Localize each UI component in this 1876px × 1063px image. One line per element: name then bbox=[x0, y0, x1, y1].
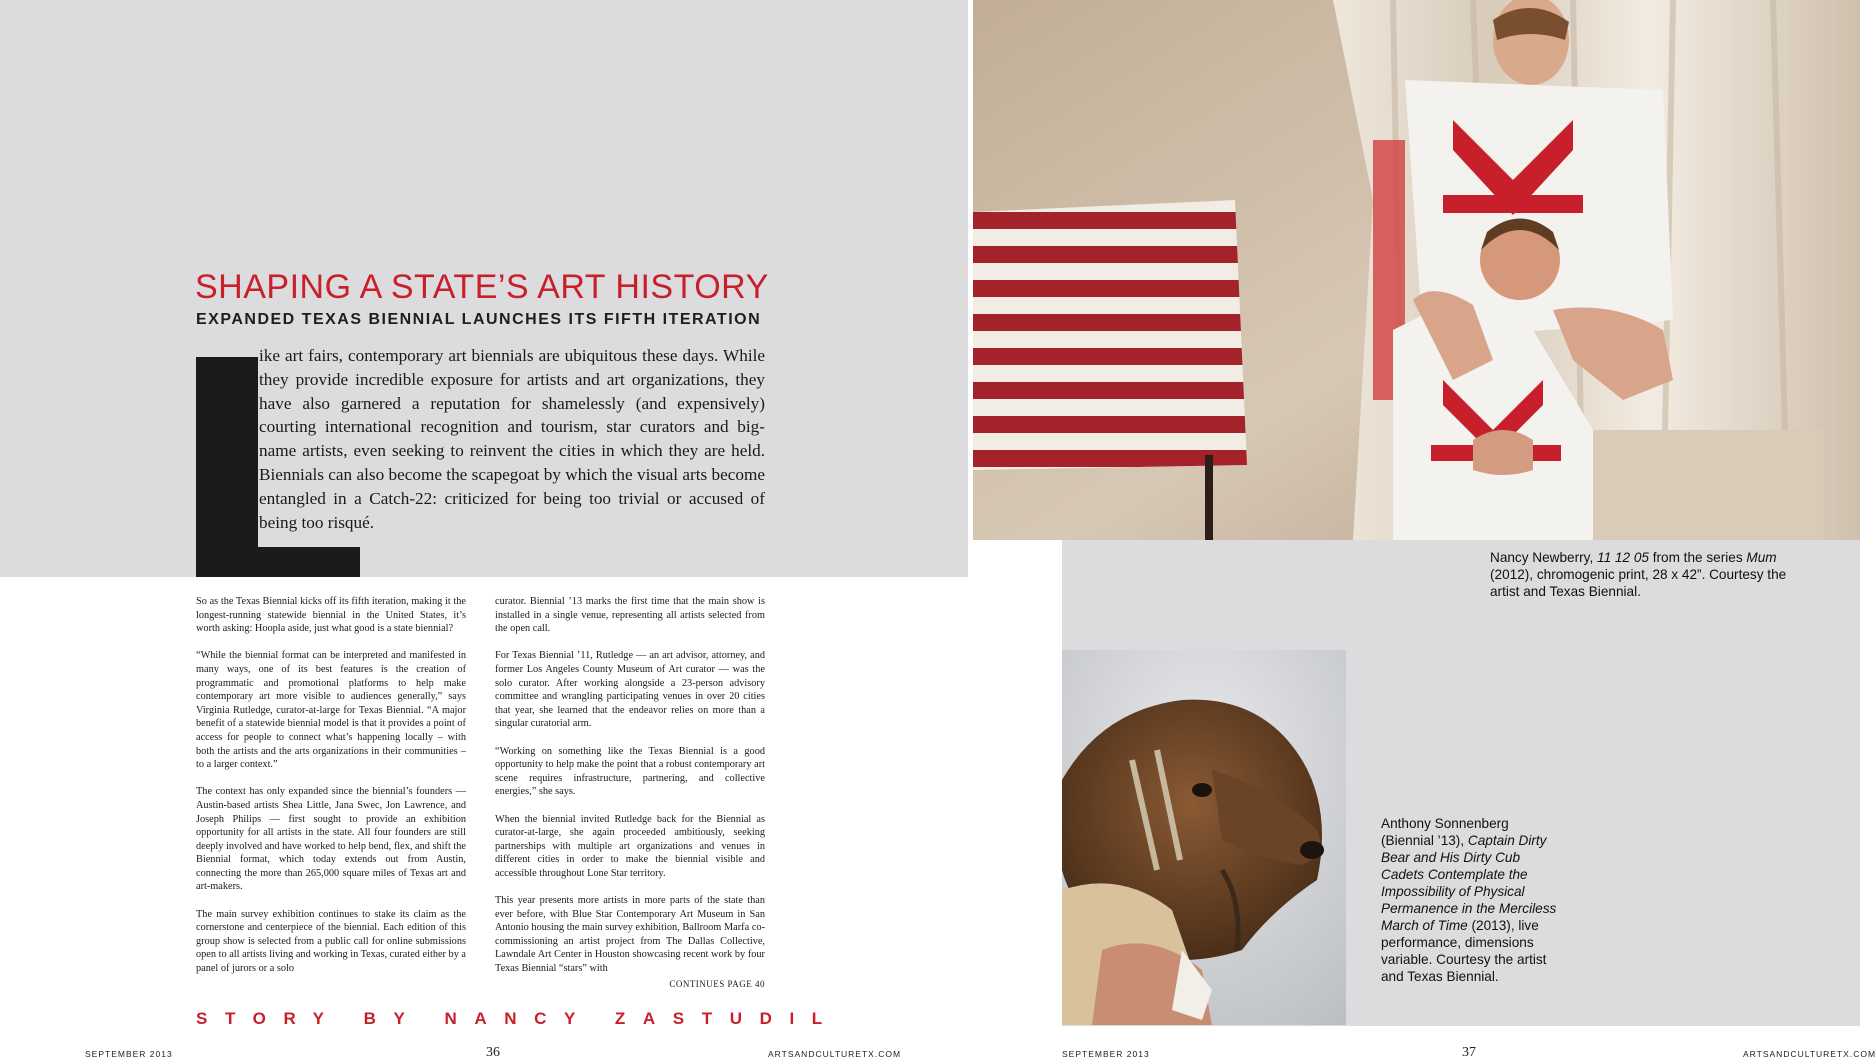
footer-date: SEPTEMBER 2013 bbox=[85, 1049, 173, 1059]
caption-series: Mum bbox=[1746, 550, 1777, 565]
body-column-left bbox=[196, 595, 466, 989]
article-subtitle: EXPANDED TEXAS BIENNIAL LAUNCHES ITS FIFTH ITERATION bbox=[196, 311, 762, 328]
body-paragraph: curator. Biennial ’13 marks the first time that the main show is installed in a single venue, representing all artists selected from the open call. bbox=[495, 596, 765, 635]
byline: STORY BY NANCY ZASTUDIL bbox=[196, 1009, 840, 1028]
caption-title: 11 12 05 bbox=[1597, 550, 1649, 565]
caption-artist: Nancy Newberry, bbox=[1490, 550, 1594, 565]
caption-artist: Anthony Sonnenberg (Biennial ’13), bbox=[1381, 816, 1509, 848]
footer-site: ARTSANDCULTURETX.COM bbox=[768, 1049, 902, 1059]
page-number: 36 bbox=[486, 1045, 500, 1060]
body-column-right bbox=[495, 595, 765, 992]
body-paragraph: The context has only expanded since the biennial’s founders — Austin-based artists Shea Little, Jana Swec, Jon Lawrence, and Joseph Philips — first sought to provide an exhibition opportunity for all artists in the state. All four founders are still deeply involved and have worked to help bend, flex, and shift the Biennial format, which today extends out from Austin, connecting the more than 265,000 square miles of Texas art and art-makers. bbox=[196, 786, 466, 893]
body-paragraph: The main survey exhibition continues to stake its claim as the cornerstone and centerpiece of the biennial. Each edition of this group show is selected from a public call for online submissions open to all artists living and working in Texas, curated either by a panel of jurors or a solo bbox=[196, 908, 466, 975]
right-page bbox=[973, 0, 1876, 1063]
photo-caption-2 bbox=[1381, 815, 1561, 985]
body-paragraph: “While the biennial format can be interpreted and manifested in many ways, one of its best features is the creation of programmatic and promotional platforms to help make contemporary art more visible to audiences generally,” says Virginia Rutledge, curator-at-large for Texas Biennial. “A major benefit of a statewide biennial model is that it provides a point of access for people to connect what’s happening locally – with both the artists and the arts organizations in their communities – to a larger context.” bbox=[196, 650, 466, 771]
caption-title: Captain Dirty Bear and His Dirty Cub Cadets Contemplate the Impossibility of Physical Permanence in the Merciless March of Time bbox=[1381, 833, 1557, 933]
photo-caption-1 bbox=[1490, 549, 1790, 600]
body-paragraph: For Texas Biennial ’11, Rutledge — an art advisor, attorney, and former Los Angeles County Museum of Art curator — was the solo curator. After working alongside a 23-person advisory committee and wrangling participating venues in over 20 cities that year, she learned that the endeavor relies on more than a singular curatorial arm. bbox=[495, 650, 765, 730]
page-number: 37 bbox=[1462, 1045, 1476, 1060]
continues-note: CONTINUES PAGE 40 bbox=[669, 979, 765, 990]
body-paragraph: When the biennial invited Rutledge back for the Biennial as curator-at-large, she again proceeded ambitiously, seeking partnerships with multiple art organizations and venues in different cities in order to make the biennial visible and accessible throughout Lone Star territory. bbox=[495, 813, 765, 879]
caption-text: from the series bbox=[1652, 550, 1743, 565]
bear-mask-photo-icon bbox=[1062, 650, 1346, 1025]
caption-text: (2013), live performance, dimensions variable. Courtesy the artist and Texas Biennial. bbox=[1381, 918, 1547, 984]
caption-text: (2012), chromogenic print, 28 x 42”. Courtesy the artist and Texas Biennial. bbox=[1490, 567, 1787, 599]
footer-date: SEPTEMBER 2013 bbox=[1062, 1049, 1150, 1059]
body-paragraph: So as the Texas Biennial kicks off its fifth iteration, making it the longest-running statewide biennial in the United States, it’s worth asking: Hoopla aside, just what good is a state biennial? bbox=[196, 596, 466, 635]
lead-paragraph: ike art fairs, contemporary art biennials are ubiquitous these days. While they provide incredible exposure for artists and art organizations, they have also garnered a reputation for shamelessly (and expensively) courting international recognition and tourism, star curators and big-name artists, even seeking to reinvent the cities in which they are held. Biennials can also become the scapegoat by which the visual arts become entangled in a Catch-22: criticized for being too trivial or accused of being too risqué. bbox=[259, 346, 765, 532]
body-paragraph: “Working on something like the Texas Biennial is a good opportunity to help make the point that a robust contemporary art scene requires infrastructure, partnering, and collective energies,” she says. bbox=[495, 745, 765, 798]
flag-photo-icon bbox=[973, 0, 1860, 540]
article-title: SHAPING A STATE’S ART HISTORY bbox=[195, 268, 769, 306]
body-paragraph: This year presents more artists in more parts of the state than ever before, with Blue Star Contemporary Art Museum in San Antonio housing the main survey exhibition, Ballroom Marfa co-commissioning an artist project from The Dallas Collective, Lawndale Art Center in Houston showcasing recent work by four Texas Biennial “stars” with bbox=[495, 895, 765, 975]
footer-site: ARTSANDCULTURETX.COM bbox=[1743, 1049, 1876, 1059]
